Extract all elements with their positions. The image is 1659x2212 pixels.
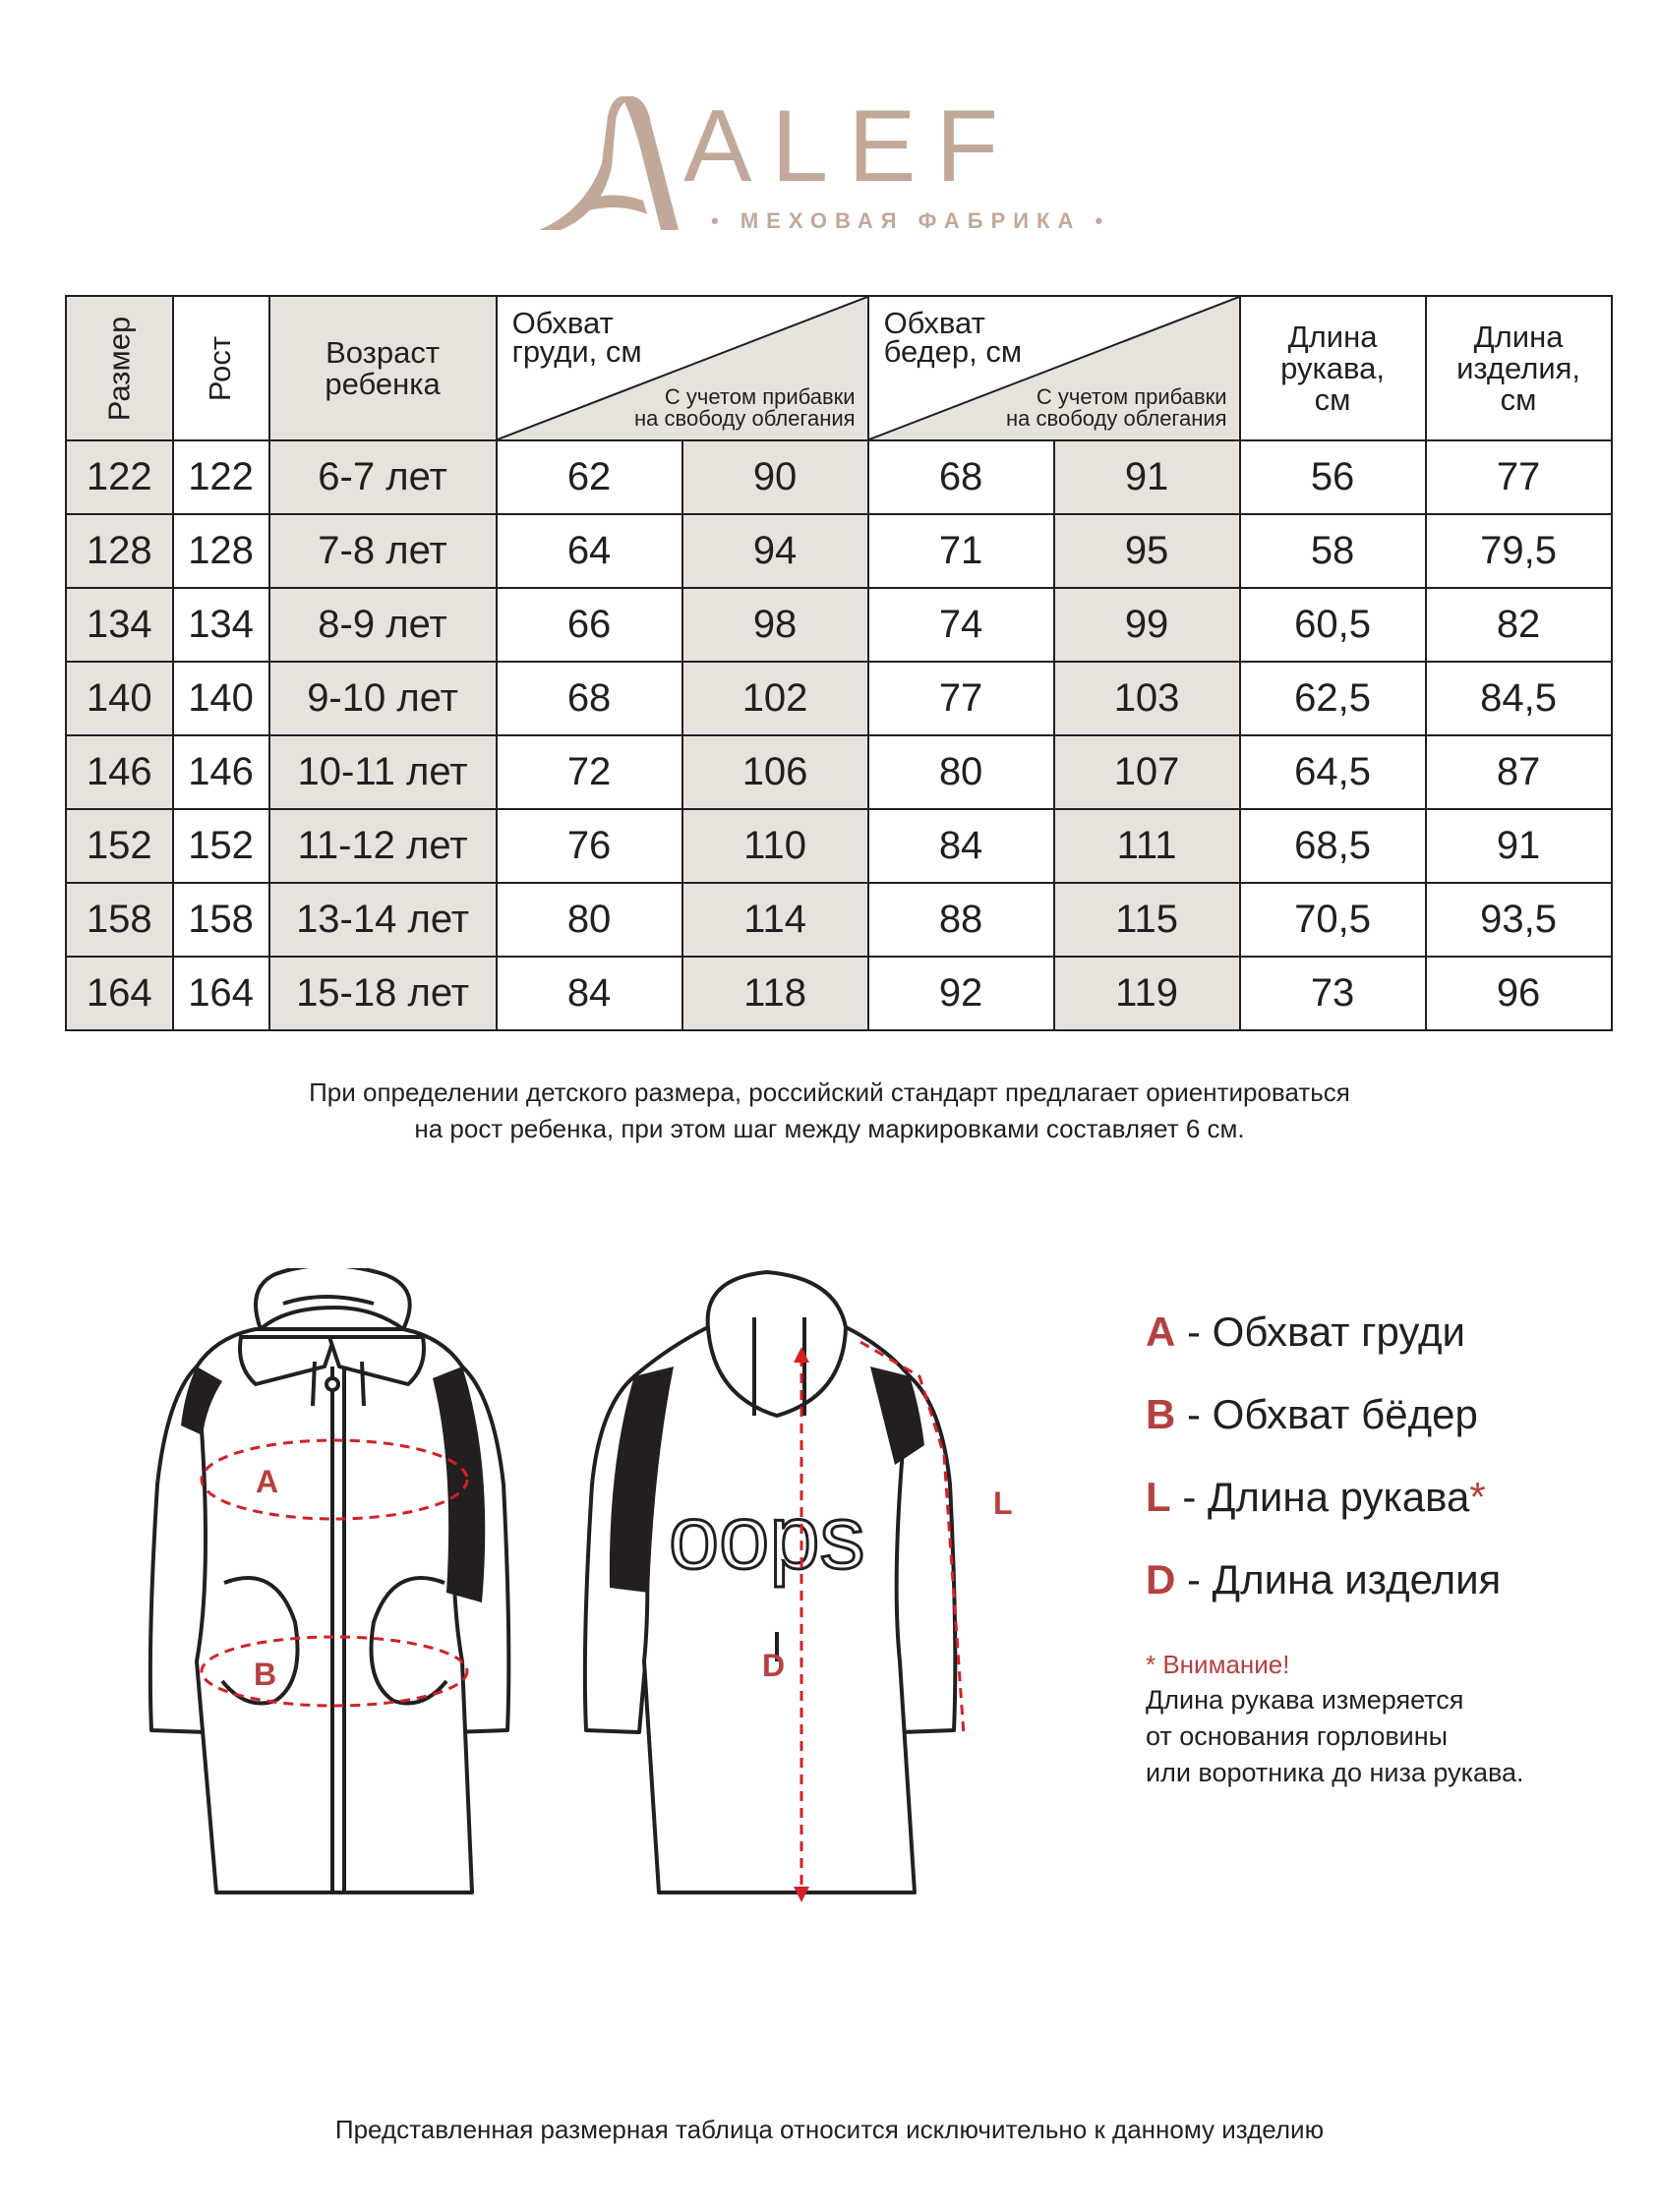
cell-chest: 72 xyxy=(497,735,682,809)
cell-sleeve: 70,5 xyxy=(1240,883,1426,957)
cell-sleeve: 60,5 xyxy=(1240,588,1426,662)
cell-hips-free: 103 xyxy=(1054,662,1240,735)
label-b: B xyxy=(254,1657,277,1692)
cell-length: 87 xyxy=(1426,735,1612,809)
cell-size: 158 xyxy=(66,883,173,957)
table-body xyxy=(66,440,1612,1030)
header-age: Возраст ребенка xyxy=(269,296,497,440)
cell-sleeve: 56 xyxy=(1240,440,1426,514)
cell-hips: 68 xyxy=(868,440,1054,514)
cell-hips-free: 111 xyxy=(1054,809,1240,883)
cell-sleeve: 58 xyxy=(1240,514,1426,588)
cell-size: 128 xyxy=(66,514,173,588)
size-table xyxy=(65,295,1613,1031)
cell-sleeve: 62,5 xyxy=(1240,662,1426,735)
cell-size: 122 xyxy=(66,440,173,514)
cell-chest: 62 xyxy=(497,440,682,514)
cell-age: 8-9 лет xyxy=(269,588,497,662)
legend-length: D - Длина изделия xyxy=(1146,1556,1502,1602)
cell-chest-free: 98 xyxy=(682,588,868,662)
cell-chest-free: 110 xyxy=(682,809,868,883)
cell-age: 11-12 лет xyxy=(269,809,497,883)
header-size: Размер xyxy=(66,296,173,440)
size-note xyxy=(0,1075,1659,1147)
cell-hips: 84 xyxy=(868,809,1054,883)
cell-age: 6-7 лет xyxy=(269,440,497,514)
cell-hips: 92 xyxy=(868,957,1054,1030)
table-row xyxy=(66,662,1612,735)
header-chest-allowance: С учетом прибавки на свободу облегания xyxy=(634,384,856,431)
cell-size: 152 xyxy=(66,809,173,883)
cell-age: 13-14 лет xyxy=(269,883,497,957)
label-a: A xyxy=(256,1464,279,1499)
cell-chest-free: 94 xyxy=(682,514,868,588)
table-row xyxy=(66,883,1612,957)
header-sleeve: Длина рукава, см xyxy=(1240,296,1426,440)
cell-age: 10-11 лет xyxy=(269,735,497,809)
cell-size: 134 xyxy=(66,588,173,662)
legend-sleeve: L - Длина рукава* xyxy=(1146,1474,1486,1520)
cell-chest: 66 xyxy=(497,588,682,662)
header-chest xyxy=(497,296,868,440)
cell-length: 91 xyxy=(1426,809,1612,883)
header-hips xyxy=(868,296,1240,440)
table-row xyxy=(66,440,1612,514)
cell-size: 140 xyxy=(66,662,173,735)
cell-hips-free: 99 xyxy=(1054,588,1240,662)
cell-chest: 84 xyxy=(497,957,682,1030)
header-length: Длина изделия, см xyxy=(1426,296,1612,440)
table-header-row xyxy=(66,296,1612,440)
table-row xyxy=(66,957,1612,1030)
brand-name: ALEF xyxy=(683,89,1019,204)
table-row xyxy=(66,735,1612,809)
coat-drawings xyxy=(138,1268,1121,1956)
header-hips-allowance: С учетом прибавки на свободу облегания xyxy=(1006,384,1227,431)
cell-chest: 76 xyxy=(497,809,682,883)
header-chest-label: Обхват груди, см xyxy=(511,306,642,369)
cell-age: 15-18 лет xyxy=(269,957,497,1030)
footer-note: Представленная размерная таблица относится исключительно к данному изделию xyxy=(334,2115,1325,2144)
cell-length: 96 xyxy=(1426,957,1612,1030)
label-l: L xyxy=(993,1485,1013,1521)
brand-tagline: • МЕХОВАЯ ФАБРИКА • xyxy=(711,208,1111,233)
cell-height: 140 xyxy=(173,662,269,735)
cell-length: 79,5 xyxy=(1426,514,1612,588)
table-row xyxy=(66,588,1612,662)
cell-sleeve: 64,5 xyxy=(1240,735,1426,809)
cell-hips-free: 107 xyxy=(1054,735,1240,809)
table-row xyxy=(66,514,1612,588)
cell-hips: 71 xyxy=(868,514,1054,588)
cell-chest: 80 xyxy=(497,883,682,957)
cell-age: 7-8 лет xyxy=(269,514,497,588)
cell-height: 146 xyxy=(173,735,269,809)
cell-hips-free: 115 xyxy=(1054,883,1240,957)
cell-chest-free: 114 xyxy=(682,883,868,957)
cell-height: 152 xyxy=(173,809,269,883)
back-print-text: oops xyxy=(669,1487,865,1588)
measurement-legend xyxy=(1146,1308,1524,1791)
alef-emblem-icon xyxy=(531,94,698,242)
header-height: Рост xyxy=(173,296,269,440)
brand-logo xyxy=(531,89,1141,242)
legend-chest: A - Обхват груди xyxy=(1146,1309,1465,1355)
cell-hips: 80 xyxy=(868,735,1054,809)
cell-chest-free: 90 xyxy=(682,440,868,514)
cell-sleeve: 68,5 xyxy=(1240,809,1426,883)
cell-sleeve: 73 xyxy=(1240,957,1426,1030)
header-hips-label: Обхват бедер, см xyxy=(883,306,1023,369)
cell-chest-free: 118 xyxy=(682,957,868,1030)
cell-chest: 64 xyxy=(497,514,682,588)
cell-length: 84,5 xyxy=(1426,662,1612,735)
size-note-line-2: на рост ребенка, при этом шаг между маркировками составляет 6 см. xyxy=(414,1114,1245,1143)
cell-chest-free: 102 xyxy=(682,662,868,735)
label-d: D xyxy=(762,1648,786,1683)
warning-title: * Внимание! xyxy=(1146,1650,1290,1679)
cell-height: 158 xyxy=(173,883,269,957)
cell-size: 164 xyxy=(66,957,173,1030)
cell-hips-free: 95 xyxy=(1054,514,1240,588)
legend-hips: B - Обхват бёдер xyxy=(1146,1391,1478,1437)
cell-height: 164 xyxy=(173,957,269,1030)
cell-chest-free: 106 xyxy=(682,735,868,809)
cell-hips: 77 xyxy=(868,662,1054,735)
size-note-line-1: При определении детского размера, российский стандарт предлагает ориентироваться xyxy=(309,1077,1350,1107)
table-row xyxy=(66,809,1612,883)
cell-hips: 74 xyxy=(868,588,1054,662)
cell-hips-free: 119 xyxy=(1054,957,1240,1030)
cell-chest: 68 xyxy=(497,662,682,735)
cell-size: 146 xyxy=(66,735,173,809)
cell-height: 128 xyxy=(173,514,269,588)
cell-length: 77 xyxy=(1426,440,1612,514)
cell-hips: 88 xyxy=(868,883,1054,957)
cell-age: 9-10 лет xyxy=(269,662,497,735)
warning-text: Длина рукава измеряется от основания горловины или воротника до низа рукава. xyxy=(1146,1685,1524,1787)
cell-length: 93,5 xyxy=(1426,883,1612,957)
cell-height: 122 xyxy=(173,440,269,514)
cell-hips-free: 91 xyxy=(1054,440,1240,514)
cell-height: 134 xyxy=(173,588,269,662)
cell-length: 82 xyxy=(1426,588,1612,662)
